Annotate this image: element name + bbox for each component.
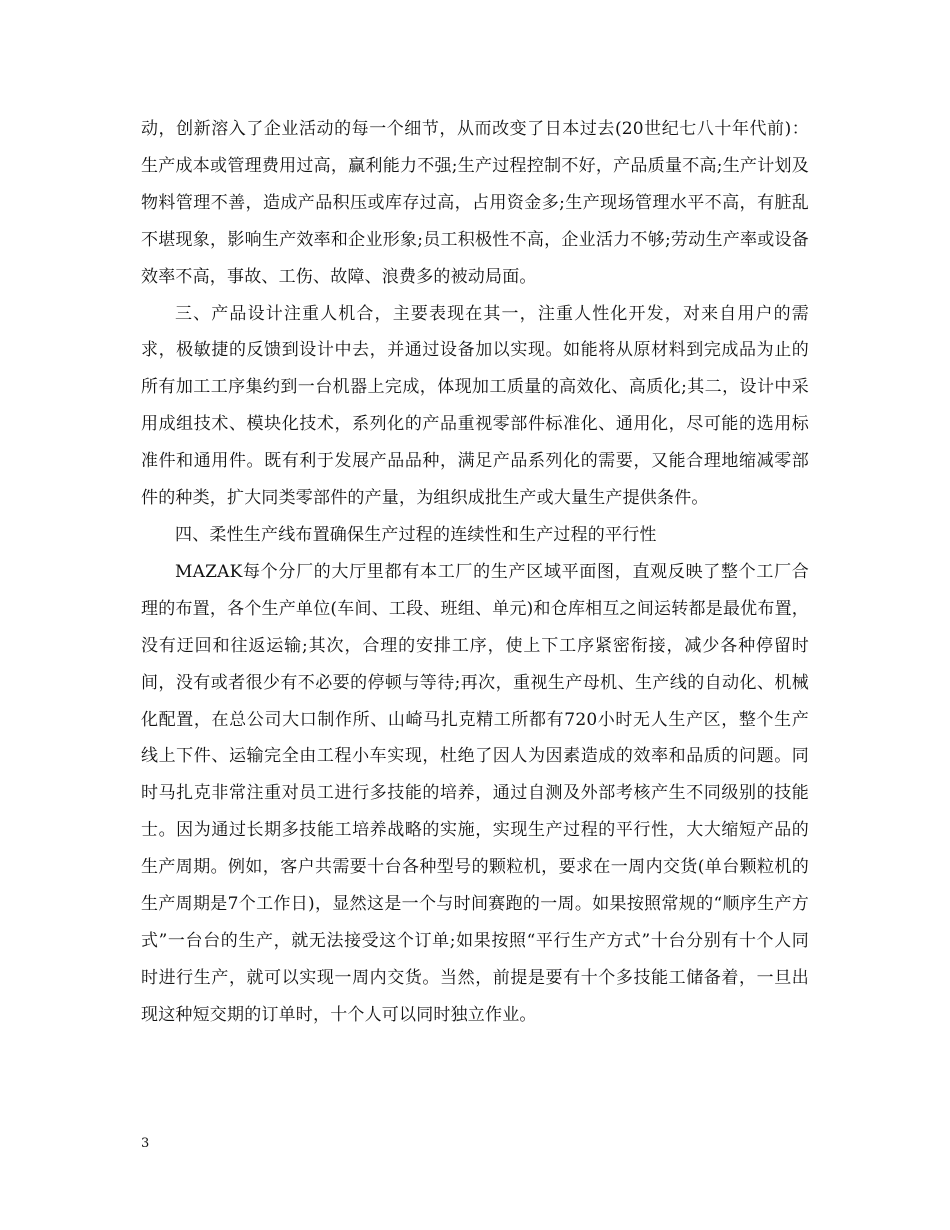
- page-number: 3: [141, 1136, 150, 1151]
- paragraph-continuation: 动，创新溶入了企业活动的每一个细节，从而改变了日本过去(20世纪七八十年代前)：生产成本或管理费用过高，赢利能力不强;生产过程控制不好，产品质量不高;生产计划及物料管理不善，造成产品积压或库存过高，占用资金多;生产现场管理水平不高，有脏乱不堪现象，影响生产效率和企业形象;员工积极性不高，企业活力不够;劳动生产率或设备效率不高，事故、工伤、故障、浪费多的被动局面。: [141, 119, 809, 287]
- body-text: [141, 111, 809, 1034]
- section-heading-flexible-line: 四、柔性生产线布置确保生产过程的连续性和生产过程的平行性: [175, 524, 657, 545]
- paragraph-product-design: 三、产品设计注重人机合，主要表现在其一，注重人性化开发，对来自用户的需求，极敏捷的反馈到设计中去，并通过设备加以实现。如能将从原材料到完成品为止的所有加工工序集约到一台机器上完成，体现加工质量的高效化、高质化;其二，设计中采用成组技术、模块化技术，系列化的产品重视零部件标准化、通用化，尽可能的选用标准件和通用件。既有利于发展产品品种，满足产品系列化的需要，又能合理地缩减零部件的种类，扩大同类零部件的产量，为组织成批生产或大量生产提供条件。: [141, 303, 809, 509]
- paragraph-mazak-layout: MAZAK每个分厂的大厅里都有本工厂的生产区域平面图，直观反映了整个工厂合理的布置，各个生产单位(车间、工段、班组、单元)和仓库相互之间运转都是最优布置，没有迂回和往返运输;其次，合理的安排工序，使上下工序紧密衔接，减少各种停留时间，没有或者很少有不必要的停顿与等待;再次，重视生产母机、生产线的自动化、机械化配置，在总公司大口制作所、山崎马扎克精工所都有720小时无人生产区，整个生产线上下件、运输完全由工程小车实现，杜绝了因人为因素造成的效率和品质的问题。同时马扎克非常注重对员工进行多技能的培养，通过自测及外部考核产生不同级别的技能士。因为通过长期多技能工培养战略的实施，实现生产过程的平行性，大大缩短产品的生产周期。例如，客户共需要十台各种型号的颗粒机，要求在一周内交货(单台颗粒机的生产周期是7个工作日)，显然这是一个与时间赛跑的一周。如果按照常规的“顺序生产方式”一台台的生产，就无法接受这个订单;如果按照“平行生产方式”十台分别有十个人同时进行生产，就可以实现一周内交货。当然，前提是要有十个多技能工储备着，一旦出现这种短交期的订单时，十个人可以同时独立作业。: [141, 561, 809, 1025]
